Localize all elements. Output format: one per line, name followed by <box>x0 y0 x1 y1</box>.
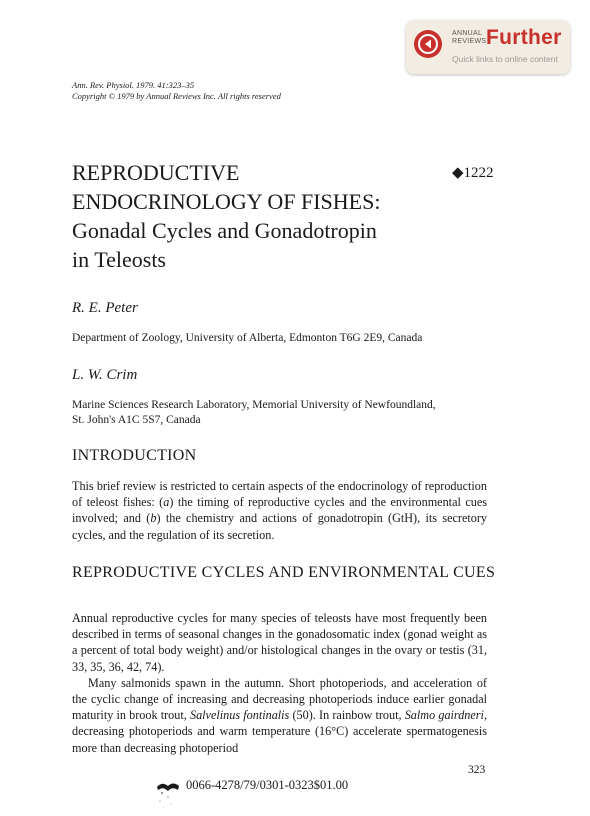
journal-copyright: Copyright © 1979 by Annual Reviews Inc. All rights reserved <box>72 91 281 101</box>
play-back-icon <box>414 30 442 58</box>
annual-reviews-further-badge[interactable] <box>406 20 570 74</box>
page-number: 323 <box>468 764 486 776</box>
publisher-logo-icon <box>154 777 182 816</box>
article-title <box>72 158 472 274</box>
title-line: ENDOCRINOLOGY OF FISHES: <box>72 189 381 214</box>
title-line: REPRODUCTIVE <box>72 160 240 185</box>
affiliation-line: Marine Sciences Research Laboratory, Memorial University of Newfoundland, <box>72 399 436 411</box>
journal-header <box>72 80 281 102</box>
section-heading-reproductive-cycles: REPRODUCTIVE CYCLES AND ENVIRONMENTAL CUES <box>72 564 496 581</box>
paragraph: Annual reproductive cycles for many species of teleosts have most frequently been described in terms of seasonal changes in the gonadosomatic index (gonad weight as a percent of total body weight) and/or histological changes in the ovary or testis (31, 33, 35, 36, 42, 74). <box>72 611 487 674</box>
title-line: Gonadal Cycles and Gonadotropin <box>72 218 377 243</box>
section-heading-introduction: INTRODUCTION <box>72 447 197 464</box>
reproductive-cycles-body <box>72 610 487 756</box>
issn-code: 0066-4278/79/0301-0323$01.00 <box>186 778 349 792</box>
badge-annual-reviews-label: ANNUAL REVIEWS <box>452 30 487 45</box>
paragraph: Many salmonids spawn in the autumn. Short photoperiods, and acceleration of the cyclic change of increasing and decreasing photoperiods induce earlier gonadal maturity in brook trout, Salvelinus fontinalis (50). In rainbow trout, Salmo gairdneri, decreasing photoperiods and warm temperature (16°C) accelerate spermatogenesis more than decreasing photoperiod <box>72 675 487 755</box>
author-name: L. W. Crim <box>72 367 138 383</box>
author-affiliation <box>72 331 492 346</box>
introduction-paragraph: This brief review is restricted to certain aspects of the endocrinology of reproduction of teleost fishes: (a) the timing of reproductive cycles and the environmental cues involved; and (b) the chemistry and actions of gonadotropin (GtH), its secretory cycles, and the regulation of its secretion. <box>72 479 487 542</box>
affiliation-line: Department of Zoology, University of Alberta, Edmonton T6G 2E9, Canada <box>72 332 423 344</box>
journal-citation: Ann. Rev. Physiol. 1979. 41:323–35 <box>72 80 195 90</box>
author-affiliation <box>72 398 492 428</box>
article-code: ◆1222 <box>452 165 494 181</box>
affiliation-line: St. John's A1C 5S7, Canada <box>72 414 201 426</box>
badge-subtitle: Quick links to online content <box>452 54 558 64</box>
author-name: R. E. Peter <box>72 300 138 316</box>
title-line: in Teleosts <box>72 247 166 272</box>
badge-further-label: Further <box>486 26 562 49</box>
